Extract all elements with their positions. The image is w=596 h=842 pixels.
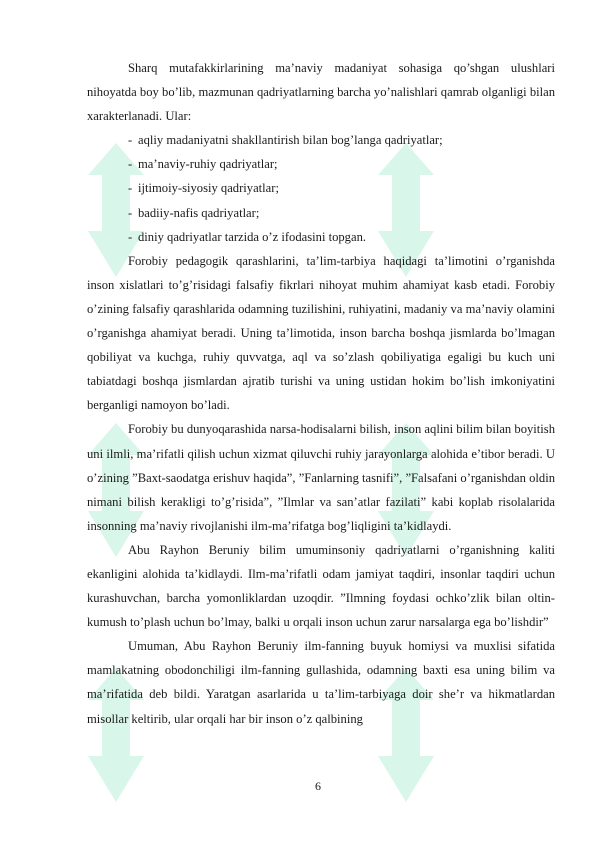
list-item-text: diniy qadriyatlar tarzida o’z ifodasini topgan. <box>138 229 367 244</box>
page-body <box>87 56 555 731</box>
body-paragraph: Forobiy bu dunyoqarashida narsa-hodisalarni bilish, inson aqlini bilim bilan boyitish uni ilmli, ma’rifatli qilish uchun xizmat qiluvchi ruhiy jarayonlarga alohida e’tibor beradi. U o’zining ”Baxt-saodatga erishuv haqida”, ”Fanlarning tasnifi”, ”Falsafani o’rganishdan oldin nimani bilish kerakligi to’g’risida”, ”Ilmlar va san’atlar fazilati” kabi koplab risolalarida insonning ma’naviy rivojlanishi ilm-ma’rifatga bog’liqligini ta’kidlaydi. <box>87 422 555 533</box>
list-item <box>128 176 555 200</box>
list-item-text: aqliy madaniyatni shakllantirish bilan bog’langa qadriyatlar; <box>138 133 443 148</box>
list-dash: - <box>128 181 133 196</box>
list-dash: - <box>128 205 133 220</box>
intro-paragraph: Sharq mutafakkirlarining ma’naviy madaniyat sohasiga qo’shgan ulushlari nihoyatda boy bo’lib, mazmunan qadriyatlarning barcha yo’nalishlari qamrab olganligi bilan xarakterlanadi. Ular: <box>87 61 555 124</box>
list-item <box>128 225 555 249</box>
body-paragraph: Umuman, Abu Rayhon Beruniy ilm-fanning buyuk homiysi va muxlisi sifatida mamlakatning obodonchiligi ilm-fanning gullashida, odamning baxti esa uning bilim va ma’rifatida deb bildi. Yaratgan asarlarida u ta’lim-tarbiyaga doir she’r va hikmatlardan misollar keltirib, ular orqali har bir inson o’z qalbining <box>87 639 555 726</box>
list-item <box>128 152 555 176</box>
body-paragraph: Forobiy pedagogik qarashlarini, ta’lim-tarbiya haqidagi ta’limotini o’rganishda inson xislatlari to’g’risidagi falsafiy fikrlari nihoyat muhim ahamiyat kasb etadi. Forobiy o’zining falsafiy qarashlarida odamning tuzilishini, ruhiyatini, madaniy va ma’naviy olamini o’rganishga ahamiyat beradi. Uning ta’limotida, inson barcha boshqa jismlarda bo’lmagan qobiliyat va kuchga, ruhiy quvvatga, aql va so’zlash qobiliyatiga egaligi bu kuch uni tabiatdagi boshqa jismlardan ajratib turishi va uning ustidan hokim bo’lish imkoniyatini berganligi namoyon bo’ladi. <box>87 253 555 413</box>
list-item <box>128 201 555 225</box>
list-item-text: badiiy-nafis qadriyatlar; <box>138 205 260 220</box>
list-item-text: ma’naviy-ruhiy qadriyatlar; <box>138 157 278 172</box>
list-dash: - <box>128 157 133 172</box>
body-paragraph: Abu Rayhon Beruniy bilim umuminsoniy qadriyatlarni o’rganishning kaliti ekanligini alohida ta’kidlaydi. Ilm-ma’rifatli odam jamiyat taqdiri, insonlar taqdiri uchun kurashuvchan, barcha yomonliklardan uzoqdir. ”Ilmning foydasi ochko’zlik bilan oltin-kumush to’plash uchun bo’lmay, balki u orqali inson uchun zarur narsalarga ega bo’lishdir” <box>87 542 555 630</box>
list-dash: - <box>128 133 133 148</box>
page-number: 6 <box>315 779 321 793</box>
list-dash: - <box>128 229 133 244</box>
list-item-text: ijtimoiy-siyosiy qadriyatlar; <box>138 181 279 196</box>
list-item <box>128 128 555 152</box>
